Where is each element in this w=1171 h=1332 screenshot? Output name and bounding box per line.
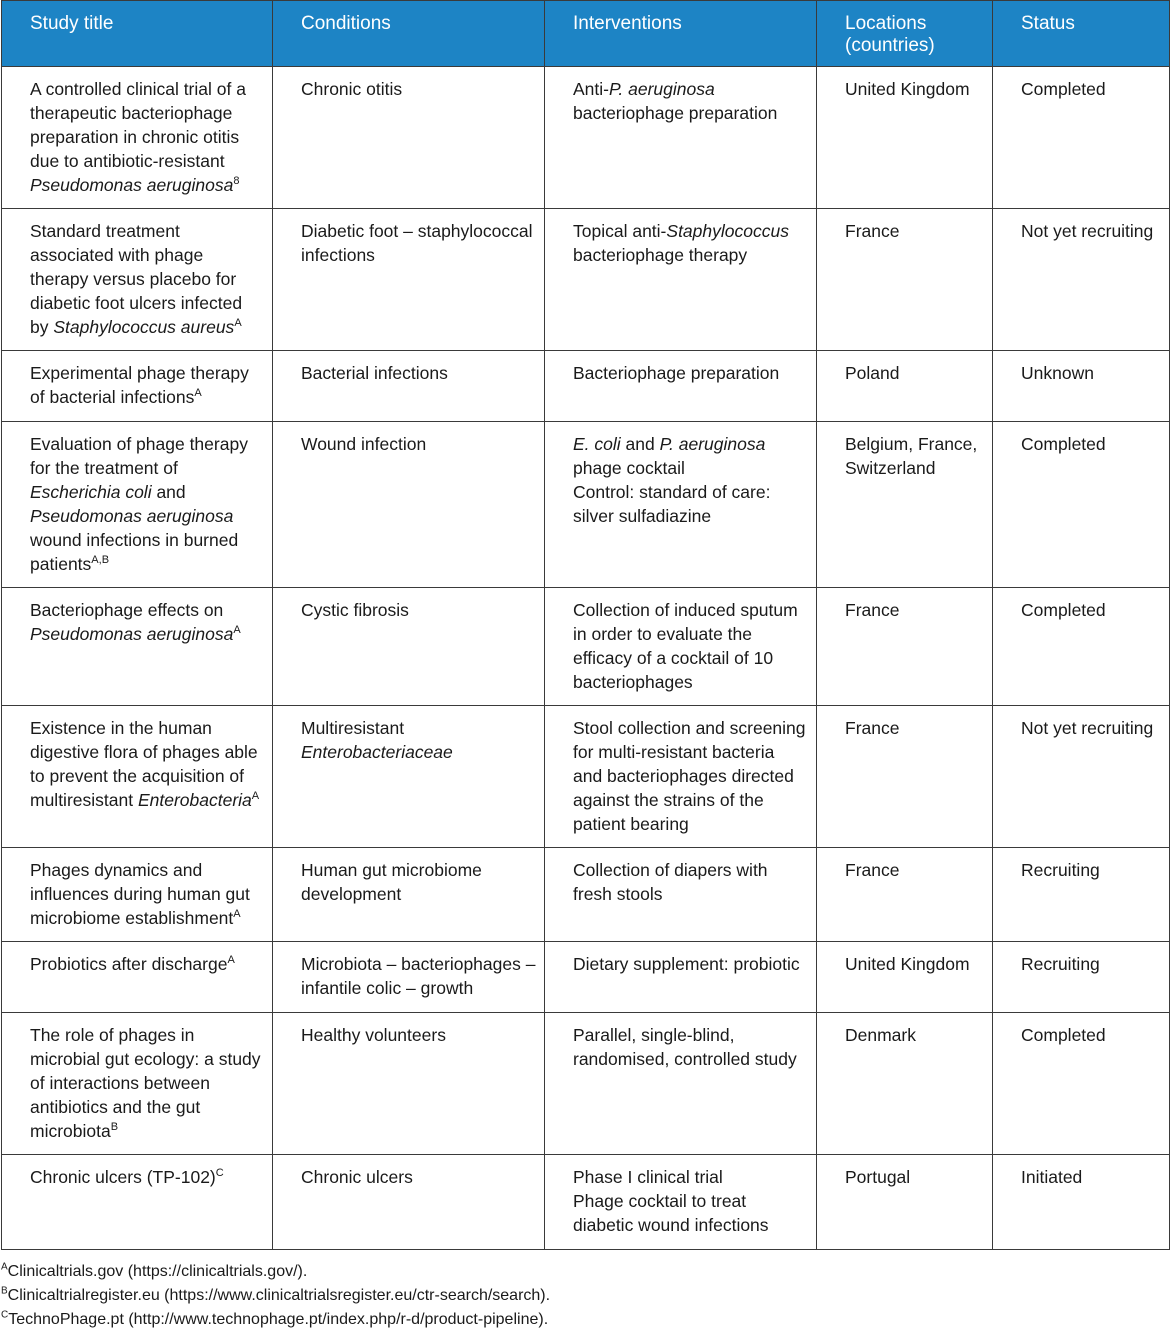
intervention-line (573, 858, 808, 906)
reference-superscript: A (227, 954, 235, 967)
cell-conditions (273, 706, 545, 848)
text-run: A controlled clinical trial of a therapeutic bacteriophage preparation in chronic otitis due to antibiotic-resistant (30, 79, 246, 171)
text-run: Parallel, single-blind, randomised, controlled study (573, 1025, 797, 1069)
text-run: Chronic otitis (301, 79, 403, 99)
intervention-line (573, 1189, 808, 1237)
table-row (2, 1155, 1170, 1250)
text-run: Bacteriophage preparation (573, 363, 780, 383)
text-run: bacteriophage therapy (573, 245, 748, 265)
cell-study-title (2, 848, 273, 942)
footnote-text: Clinicaltrials.gov (https://clinicaltrials.gov/). (7, 1263, 308, 1280)
cell-locations: Portugal (817, 1155, 993, 1250)
intervention-line (573, 598, 808, 694)
table-header-row (2, 1, 1170, 67)
text-run: Chronic ulcers (301, 1167, 413, 1187)
cell-conditions (273, 351, 545, 422)
text-run: Evaluation of phage therapy for the treatment of (30, 434, 248, 478)
cell-status: Initiated (993, 1155, 1170, 1250)
text-run: Healthy volunteers (301, 1025, 446, 1045)
cell-interventions (545, 848, 817, 942)
table-row (2, 1013, 1170, 1155)
text-run: Bacteriophage effects on (30, 600, 224, 620)
text-run: Human gut microbiome development (301, 860, 482, 904)
italic-term: Pseudomonas aeruginosa (30, 175, 234, 195)
italic-term: Staphylococcus (666, 221, 789, 241)
cell-locations: Denmark (817, 1013, 993, 1155)
footnote (1, 1308, 1169, 1332)
cell-interventions (545, 588, 817, 706)
intervention-line (573, 1165, 808, 1189)
italic-term: Enterobacteria (137, 790, 252, 810)
text-run: The role of phages in microbial gut ecology: a study of interactions between antibiotics and the gut microbiota (30, 1025, 261, 1141)
footnote-mark: C (1, 1309, 9, 1321)
cell-status: Completed (993, 422, 1170, 588)
table-row (2, 706, 1170, 848)
clinical-trials-table (1, 0, 1170, 1250)
cell-locations: France (817, 209, 993, 351)
footnote-text: Clinicaltrialregister.eu (https://www.clinicaltrialsregister.eu/ctr-search/search). (7, 1287, 551, 1304)
cell-conditions (273, 209, 545, 351)
footnote (1, 1260, 1169, 1284)
intervention-line (573, 1023, 808, 1071)
table-row (2, 848, 1170, 942)
italic-term: Staphylococcus aureus (53, 317, 235, 337)
cell-conditions (273, 1013, 545, 1155)
cell-conditions (273, 588, 545, 706)
cell-status: Completed (993, 1013, 1170, 1155)
cell-interventions (545, 1013, 817, 1155)
cell-study-title (2, 1155, 273, 1250)
cell-status: Recruiting (993, 848, 1170, 942)
intervention-line (573, 480, 808, 528)
text-run: Standard treatment associated with phage therapy versus placebo for diabetic foot ulcers infected by (30, 221, 243, 337)
cell-conditions (273, 422, 545, 588)
text-run: Bacterial infections (301, 363, 448, 383)
cell-study-title (2, 942, 273, 1013)
text-run: bacteriophage preparation (573, 103, 778, 123)
table-row (2, 67, 1170, 209)
footnote-mark: A (1, 1261, 8, 1273)
header-interventions: Interventions (545, 1, 817, 67)
cell-study-title (2, 67, 273, 209)
text-run: Existence in the human digestive flora of phages able to prevent the acquisition of multiresistant (30, 718, 258, 810)
header-study-title: Study title (2, 1, 273, 67)
table-body (2, 67, 1170, 1250)
cell-status: Not yet recruiting (993, 209, 1170, 351)
text-run: Anti- (573, 79, 609, 99)
text-run: phage cocktail (573, 458, 685, 478)
footnote-text: TechnoPhage.pt (http://www.technophage.pt/index.php/r-d/product-pipeline). (8, 1311, 549, 1328)
cell-interventions (545, 351, 817, 422)
table-row (2, 588, 1170, 706)
cell-conditions (273, 1155, 545, 1250)
text-run: Collection of induced sputum in order to evaluate the efficacy of a cocktail of 10 bacteriophages (573, 600, 798, 692)
table-row (2, 942, 1170, 1013)
text-run: Microbiota – bacteriophages – infantile colic – growth (301, 954, 536, 998)
text-run: Control: standard of care: silver sulfadiazine (573, 482, 771, 526)
cell-status: Completed (993, 67, 1170, 209)
reference-superscript: A (234, 317, 242, 330)
cell-study-title (2, 351, 273, 422)
italic-term: Pseudomonas aeruginosa (30, 624, 234, 644)
cell-locations: France (817, 706, 993, 848)
text-run: Topical anti- (573, 221, 667, 241)
reference-superscript: 8 (233, 175, 240, 188)
footnotes (1, 1260, 1169, 1332)
header-locations: Locations (countries) (817, 1, 993, 67)
cell-study-title (2, 1013, 273, 1155)
cell-interventions (545, 706, 817, 848)
italic-term: Pseudomonas aeruginosa (30, 506, 234, 526)
cell-status: Completed (993, 588, 1170, 706)
text-run: and (151, 482, 186, 502)
cell-status: Unknown (993, 351, 1170, 422)
reference-superscript: A (194, 387, 202, 400)
cell-status: Recruiting (993, 942, 1170, 1013)
italic-term: P. aeruginosa (659, 434, 766, 454)
italic-term: P. aeruginosa (608, 79, 715, 99)
cell-locations: France (817, 588, 993, 706)
italic-term: Enterobacteriaceae (301, 742, 453, 762)
intervention-line (573, 716, 808, 836)
cell-interventions (545, 942, 817, 1013)
text-run: and (620, 434, 660, 454)
header-status: Status (993, 1, 1170, 67)
table-row (2, 209, 1170, 351)
cell-conditions (273, 67, 545, 209)
intervention-line (573, 219, 808, 267)
cell-locations: Belgium, France, Switzerland (817, 422, 993, 588)
intervention-line (573, 77, 808, 125)
cell-study-title (2, 209, 273, 351)
text-run: Probiotics after discharge (30, 954, 228, 974)
cell-interventions (545, 1155, 817, 1250)
cell-locations: France (817, 848, 993, 942)
text-run: Collection of diapers with fresh stools (573, 860, 768, 904)
reference-superscript: A (233, 908, 241, 921)
cell-conditions (273, 942, 545, 1013)
cell-study-title (2, 422, 273, 588)
cell-study-title (2, 588, 273, 706)
reference-superscript: C (215, 1167, 224, 1180)
cell-interventions (545, 209, 817, 351)
reference-superscript: A (233, 624, 241, 637)
intervention-line (573, 432, 808, 480)
text-run: Dietary supplement: probiotic (573, 954, 800, 974)
footnote-mark: B (1, 1285, 8, 1297)
text-run: Stool collection and screening for multi-resistant bacteria and bacteriophages directed against the strains of the patient bearing (573, 718, 806, 834)
text-run: Chronic ulcers (TP-102) (30, 1167, 216, 1187)
intervention-line (573, 361, 808, 385)
text-run: Phage cocktail to treat diabetic wound infections (573, 1191, 769, 1235)
table-row (2, 422, 1170, 588)
cell-interventions (545, 67, 817, 209)
text-run: Cystic fibrosis (301, 600, 409, 620)
italic-term: Escherichia coli (30, 482, 152, 502)
text-run: Phages dynamics and influences during human gut microbiome establishment (30, 860, 250, 928)
reference-superscript: A (251, 790, 260, 803)
header-conditions: Conditions (273, 1, 545, 67)
cell-study-title (2, 706, 273, 848)
text-run: Experimental phage therapy of bacterial infections (30, 363, 249, 407)
text-run: Diabetic foot – staphylococcal infections (301, 221, 533, 265)
cell-locations: United Kingdom (817, 67, 993, 209)
italic-term: E. coli (573, 434, 621, 454)
text-run: Wound infection (301, 434, 427, 454)
text-run: wound infections in burned patients (30, 530, 239, 574)
cell-interventions (545, 422, 817, 588)
intervention-line (573, 952, 808, 976)
cell-status: Not yet recruiting (993, 706, 1170, 848)
reference-superscript: A,B (91, 554, 110, 567)
cell-locations: United Kingdom (817, 942, 993, 1013)
reference-superscript: B (110, 1121, 119, 1134)
text-run: Phase I clinical trial (573, 1167, 723, 1187)
footnote (1, 1284, 1169, 1308)
text-run: Multiresistant (301, 718, 405, 738)
table-row (2, 351, 1170, 422)
cell-locations: Poland (817, 351, 993, 422)
cell-conditions (273, 848, 545, 942)
